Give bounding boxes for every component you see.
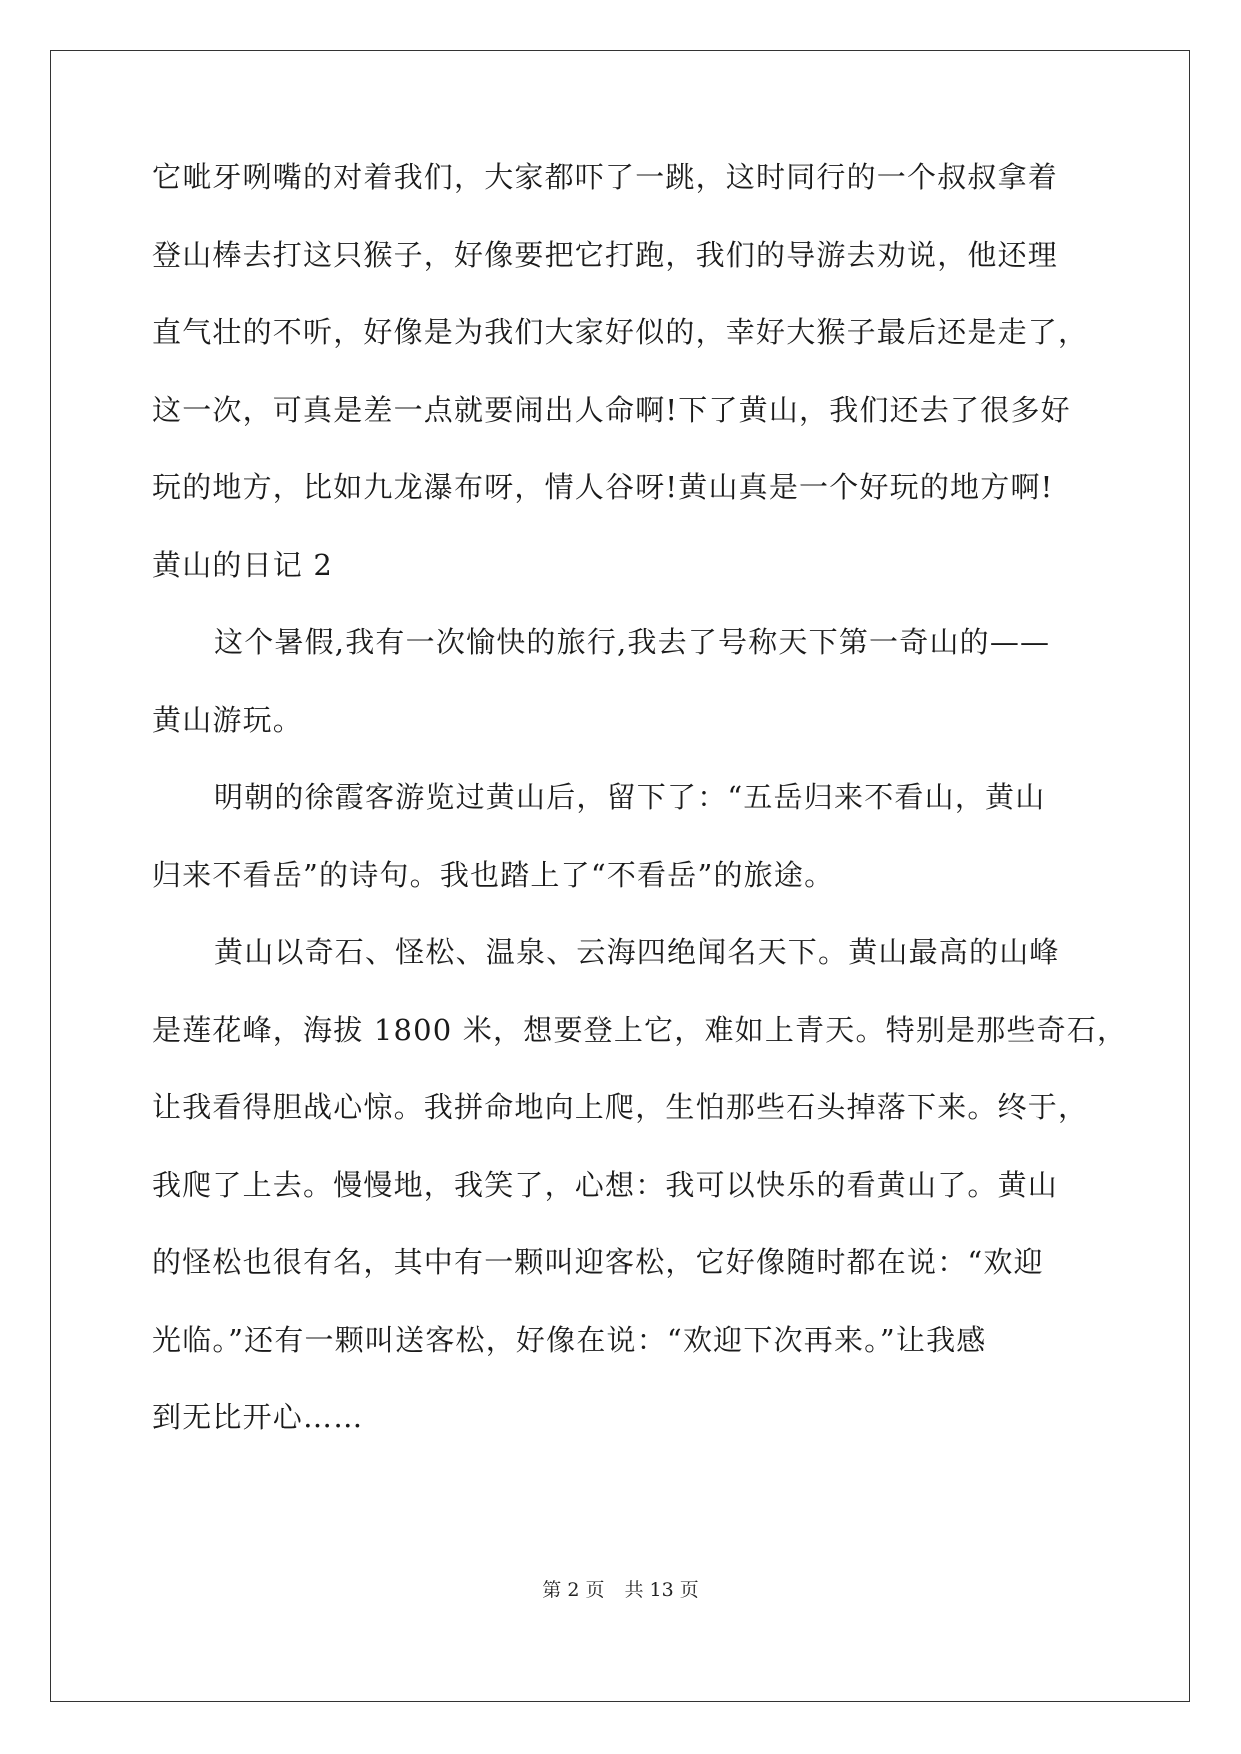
text-line: 登山棒去打这只猴子，好像要把它打跑，我们的导游去劝说，他还理	[152, 237, 1059, 272]
document-body	[152, 160, 1128, 1478]
text-line: 玩的地方，比如九龙瀑布呀，情人谷呀!黄山真是一个好玩的地方啊!	[152, 470, 1054, 504]
text-line: 让我看得胆战心惊。我拼命地向上爬，生怕那些石头掉落下来。终于，	[152, 1090, 1089, 1124]
text-line: 到无比开心……	[152, 1400, 364, 1434]
text-line: 我爬了上去。慢慢地，我笑了，心想：我可以快乐的看黄山了。黄山	[152, 1167, 1059, 1202]
text-line: 黄山以奇石、怪松、温泉、云海四绝闻名天下。黄山最高的山峰	[214, 935, 1060, 969]
text-line: 是莲花峰，海拔 1800 米，想要登上它，难如上青天。特别是那些奇石，	[152, 1012, 1128, 1047]
text-line: 的怪松也很有名，其中有一颗叫迎客松，它好像随时都在说：“欢迎	[152, 1245, 1044, 1279]
text-line: 它呲牙咧嘴的对着我们，大家都吓了一跳，这时同行的一个叔叔拿着	[152, 160, 1059, 194]
text-line: 直气壮的不听，好像是为我们大家好似的，幸好大猴子最后还是走了，	[152, 315, 1089, 349]
section-heading: 黄山的日记 2	[152, 547, 334, 582]
text-line: 这个暑假,我有一次愉快的旅行,我去了号称天下第一奇山的——	[214, 625, 1051, 659]
text-line: 光临。”还有一颗叫送客松，好像在说：“欢迎下次再来。”让我感	[152, 1322, 987, 1357]
text-line: 黄山游玩。	[152, 702, 304, 737]
text-line: 归来不看岳”的诗句。我也踏上了“不看岳”的旅途。	[152, 857, 835, 892]
text-line: 这一次，可真是差一点就要闹出人命啊!下了黄山，我们还去了很多好	[152, 392, 1071, 427]
page-number-total: 共 13 页	[624, 1579, 699, 1601]
page-footer	[0, 1578, 1241, 1602]
text-line: 明朝的徐霞客游览过黄山后，留下了：“五岳归来不看山，黄山	[214, 780, 1046, 814]
page-number-current: 第 2 页	[542, 1579, 605, 1601]
